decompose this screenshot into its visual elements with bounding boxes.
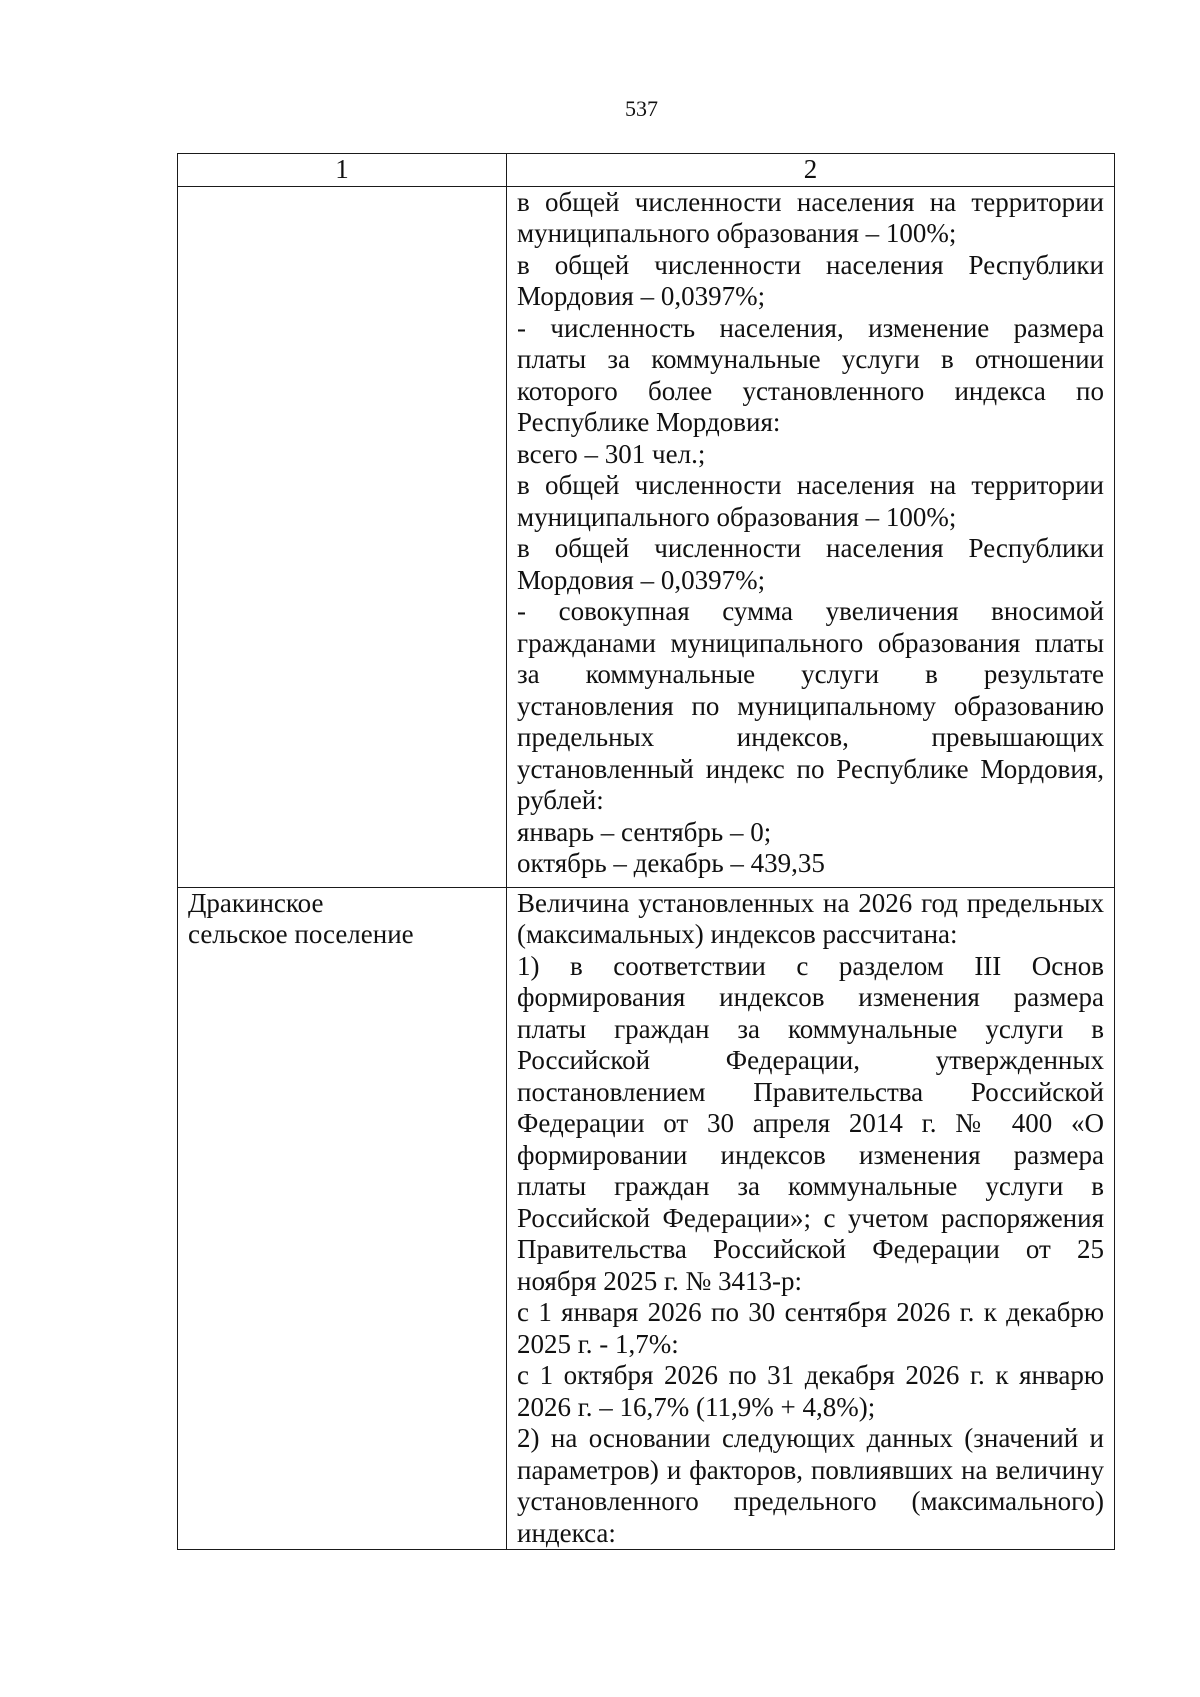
text-line: установленный индекс по Республике Мордовия,: [517, 753, 1104, 784]
text-line: установления по муниципальному образованию: [517, 690, 1104, 721]
description-cell: [507, 186, 1115, 887]
text-line: 1) в соответствии с разделом III Основ: [517, 950, 1104, 981]
text-line: Мордовия – 0,0397%;: [517, 281, 766, 311]
table-row: [178, 186, 1115, 887]
page-number: 537: [625, 96, 658, 121]
text-line: 2) на основании следующих данных (значений и: [517, 1423, 1104, 1453]
header-column-1: 1: [178, 154, 507, 187]
header-column-2: 2: [507, 154, 1115, 187]
text-line: ноября 2025 г. № 3413-р:: [517, 1265, 803, 1296]
text-line: январь – сентябрь – 0;: [517, 816, 772, 847]
description-cell: [507, 887, 1115, 1550]
text-line: которого более установленного индекса по: [517, 375, 1104, 406]
text-line: октябрь – декабрь – 439,35: [517, 848, 825, 878]
text-line: установленного предельного (максимального): [517, 1486, 1104, 1516]
text-line: гражданами муниципального образования платы: [517, 627, 1104, 658]
text-line: рублей:: [517, 785, 604, 815]
text-line: с 1 октября 2026 по 31 декабря 2026 г. к январю: [517, 1360, 1104, 1390]
municipality-name-line: сельское поселение: [188, 919, 414, 949]
text-line: - численность населения, изменение размера: [517, 312, 1104, 343]
text-line: постановлением Правительства Российской: [517, 1076, 1104, 1107]
indices-table: [177, 153, 1115, 1550]
text-line: в общей численности населения на территории: [517, 470, 1104, 500]
municipality-cell: [178, 186, 507, 887]
text-line: предельных индексов, превышающих: [517, 722, 1104, 752]
text-line: (максимальных) индексов рассчитана:: [517, 919, 958, 949]
text-line: индекса:: [517, 1517, 616, 1548]
municipality-name-line: Дракинское: [188, 887, 324, 918]
municipality-cell: [178, 887, 507, 1550]
text-line: платы за коммунальные услуги в отношении: [517, 344, 1104, 374]
text-line: параметров) и факторов, повлиявших на величину: [517, 1454, 1104, 1485]
text-line: Мордовия – 0,0397%;: [517, 564, 766, 595]
table-header-row: [178, 154, 1115, 187]
text-line: Республике Мордовия:: [517, 407, 781, 437]
text-line: 2025 г. - 1,7%:: [517, 1328, 679, 1359]
text-line: в общей численности населения Республики: [517, 249, 1104, 280]
text-line: в общей численности населения Республики: [517, 533, 1104, 563]
table-row: [178, 887, 1115, 1550]
text-line: Величина установленных на 2026 год предельных: [517, 887, 1104, 918]
text-line: платы граждан за коммунальные услуги в: [517, 1013, 1104, 1044]
text-line: Российской Федерации»; с учетом распоряжения: [517, 1202, 1104, 1233]
text-line: Правительства Российской Федерации от 25: [517, 1234, 1104, 1264]
text-line: Федерации от 30 апреля 2014 г. № 400 «О: [517, 1108, 1104, 1138]
text-line: в общей численности населения на территории: [517, 186, 1104, 217]
text-line: с 1 января 2026 по 30 сентября 2026 г. к декабрю: [517, 1297, 1104, 1327]
text-line: - совокупная сумма увеличения вносимой: [517, 596, 1104, 626]
text-line: формировании индексов изменения размера: [517, 1139, 1104, 1170]
text-line: формирования индексов изменения размера: [517, 982, 1104, 1012]
text-line: всего – 301 чел.;: [517, 438, 706, 469]
text-line: 2026 г. – 16,7% (11,9% + 4,8%);: [517, 1391, 876, 1422]
text-line: Российской Федерации, утвержденных: [517, 1045, 1104, 1075]
text-line: за коммунальные услуги в результате: [517, 659, 1104, 689]
text-line: платы граждан за коммунальные услуги в: [517, 1171, 1104, 1201]
text-line: муниципального образования – 100%;: [517, 501, 957, 532]
text-line: муниципального образования – 100%;: [517, 218, 957, 248]
